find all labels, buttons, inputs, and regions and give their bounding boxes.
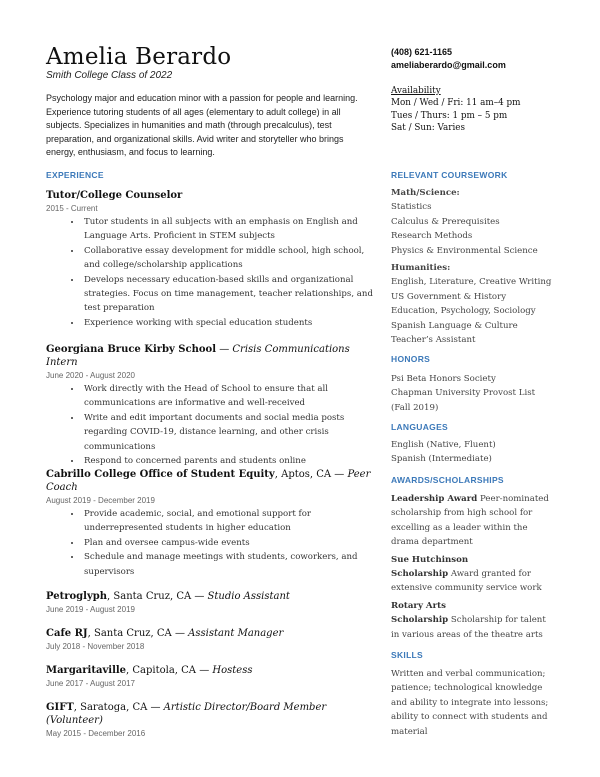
contact-block bbox=[391, 46, 561, 72]
job-entry bbox=[46, 701, 376, 738]
job-bullet: • Develops necessary education-based skills and organizational strategies. Focus on time management, teacher relationships, and test preparation bbox=[82, 273, 376, 316]
job-title: Margaritaville, Capitola, CA — Hostess bbox=[46, 665, 253, 676]
award-desc: Scholarship for talent in various areas of the theatre arts bbox=[391, 615, 546, 640]
availability-line: Mon / Wed / Fri: 11 am–4 pm bbox=[391, 98, 521, 109]
job-bullet: • Schedule and manage meetings with students, coworkers, and supervisors bbox=[82, 550, 376, 579]
job-location: , Santa Cruz, CA bbox=[107, 591, 192, 602]
award-item bbox=[391, 599, 556, 642]
job-org: Cafe RJ bbox=[46, 628, 88, 639]
course-item: Teacher’s Assistant bbox=[391, 335, 476, 346]
job-org: Margaritaville bbox=[46, 665, 127, 676]
job-org: Cabrillo College Office of Student Equity bbox=[46, 469, 275, 480]
job-title: Cabrillo College Office of Student Equity, Aptos, CA — Peer Coach bbox=[46, 469, 371, 493]
job-title: Petroglyph, Santa Cruz, CA — Studio Assistant bbox=[46, 591, 290, 602]
summary-paragraph: Psychology major and education minor with a passion for people and learning. Experience tutoring students of all ages (elementary to adult college) in all subjects. Specializes in humanities and math (through precalculus), test preparation, and organizational skills. Avid writer and storyteller who brings energy, enthusiasm, and focus to learning. bbox=[46, 93, 358, 158]
availability-line: Sat / Sun: Varies bbox=[391, 123, 466, 134]
job-bullet: • Work directly with the Head of School to ensure that all communications are informative and well-received bbox=[82, 382, 376, 411]
honors-heading: HONORS bbox=[391, 354, 431, 364]
coursework-heading: RELEVANT COURSEWORK bbox=[391, 170, 508, 180]
award-item bbox=[391, 553, 556, 596]
job-location: , Aptos, CA bbox=[274, 469, 332, 480]
skills-text: Written and verbal communication; patience; technological knowledge and ability to integrate into lessons; ability to connect with students and material bbox=[391, 669, 549, 737]
job-entry bbox=[46, 627, 376, 651]
job-bullets bbox=[46, 215, 376, 330]
email-address: ameliaberardo@gmail.com bbox=[391, 60, 506, 70]
job-date: June 2020 - August 2020 bbox=[46, 371, 135, 380]
availability-label: Availability bbox=[391, 86, 441, 96]
job-bullets bbox=[46, 507, 376, 579]
skills-heading: SKILLS bbox=[391, 650, 424, 660]
job-bullet: • Write and edit important documents and social media posts regarding COVID-19, distance learning, and other crisis communications bbox=[82, 411, 376, 454]
language-item: Spanish (Intermediate) bbox=[391, 454, 492, 465]
language-item: English (Native, Fluent) bbox=[391, 440, 496, 450]
job-title: GIFT, Saratoga, CA — Artistic Director/Board Member (Volunteer) bbox=[46, 702, 327, 726]
phone-number: (408) 621-1165 bbox=[391, 47, 453, 57]
humanities-label: Humanities: bbox=[391, 263, 451, 274]
job-entry bbox=[46, 664, 376, 688]
availability-line: Tues / Thurs: 1 pm – 5 pm bbox=[391, 110, 508, 121]
job-bullet: • Tutor students in all subjects with an emphasis on English and Language Arts. Proficient in STEM subjects bbox=[82, 215, 376, 244]
availability-block bbox=[391, 85, 561, 135]
course-item: Spanish Language & Culture bbox=[391, 320, 518, 331]
honor-item: Chapman University Provost List (Fall 2019) bbox=[391, 388, 536, 413]
job-role: Hostess bbox=[212, 665, 253, 676]
job-role: Assistant Manager bbox=[188, 628, 284, 639]
job-org: Petroglyph bbox=[46, 591, 108, 602]
job-date: June 2019 - August 2019 bbox=[46, 605, 135, 614]
candidate-name: Amelia Berardo bbox=[46, 44, 232, 70]
job-role: Peer Coach bbox=[46, 469, 371, 493]
course-item: Statistics bbox=[391, 202, 432, 213]
job-date: August 2019 - December 2019 bbox=[46, 496, 155, 505]
award-name: Leadership Award bbox=[391, 494, 478, 504]
languages-heading: LANGUAGES bbox=[391, 422, 449, 432]
job-location: , Santa Cruz, CA bbox=[87, 628, 172, 639]
award-name: Rotary Arts Scholarship bbox=[391, 600, 449, 626]
job-entry bbox=[46, 590, 376, 614]
job-org: GIFT bbox=[46, 702, 74, 713]
award-name: Sue Hutchinson Scholarship bbox=[391, 554, 469, 580]
languages-block bbox=[391, 438, 556, 467]
course-item: US Government & History bbox=[391, 291, 507, 302]
job-location: , Saratoga, CA bbox=[73, 702, 148, 713]
award-item bbox=[391, 492, 556, 550]
job-date: July 2018 - November 2018 bbox=[46, 642, 145, 651]
job-entry bbox=[46, 343, 376, 468]
job-role: Crisis Communications Intern bbox=[46, 344, 350, 368]
experience-heading: EXPERIENCE bbox=[46, 170, 104, 180]
job-date: June 2017 - August 2017 bbox=[46, 679, 135, 688]
job-title: Georgiana Bruce Kirby School — Crisis Communications Intern bbox=[46, 344, 350, 368]
job-title: Cafe RJ, Santa Cruz, CA — Assistant Manager bbox=[46, 628, 284, 639]
course-item: Research Methods bbox=[391, 231, 473, 242]
math-science-label: Math/Science: bbox=[391, 188, 460, 198]
job-entry bbox=[46, 468, 376, 579]
job-entry bbox=[46, 189, 376, 330]
awards-heading: AWARDS/SCHOLARSHIPS bbox=[391, 475, 504, 485]
award-desc: Award granted for extensive community service work bbox=[391, 569, 542, 594]
job-location: , Capitola, CA bbox=[126, 665, 197, 676]
coursework-block bbox=[391, 186, 556, 347]
job-role: Studio Assistant bbox=[207, 591, 290, 602]
job-org: Georgiana Bruce Kirby School bbox=[46, 344, 217, 355]
job-bullet: • Collaborative essay development for middle school, high school, and college/scholarship applications bbox=[82, 244, 376, 273]
candidate-subtitle: Smith College Class of 2022 bbox=[46, 70, 173, 81]
course-item: English, Literature, Creative Writing bbox=[391, 277, 552, 288]
course-item: Calculus & Prerequisites bbox=[391, 216, 500, 227]
award-desc: Peer-nominated scholarship from high school for excelling as a leader within the drama department bbox=[391, 494, 549, 548]
job-bullet: • Plan and oversee campus-wide events bbox=[82, 536, 376, 550]
job-role: Artistic Director/Board Member (Volunteer) bbox=[46, 702, 327, 726]
job-org: Tutor/College Counselor bbox=[46, 190, 183, 201]
course-item: Physics & Environmental Science bbox=[391, 245, 538, 256]
awards-block bbox=[391, 492, 556, 642]
honors-block bbox=[391, 372, 556, 415]
job-date: 2015 - Current bbox=[46, 204, 98, 213]
course-item: Education, Psychology, Sociology bbox=[391, 306, 536, 317]
job-title bbox=[46, 189, 376, 202]
job-bullet: • Respond to concerned parents and students online bbox=[82, 454, 376, 468]
job-bullet: • Provide academic, social, and emotional support for underrepresented students in higher education bbox=[82, 507, 376, 536]
job-bullet: • Experience working with special education students bbox=[82, 316, 376, 330]
job-date: May 2015 - December 2016 bbox=[46, 729, 146, 738]
honor-item: Psi Beta Honors Society bbox=[391, 374, 496, 384]
job-bullets bbox=[46, 382, 376, 468]
